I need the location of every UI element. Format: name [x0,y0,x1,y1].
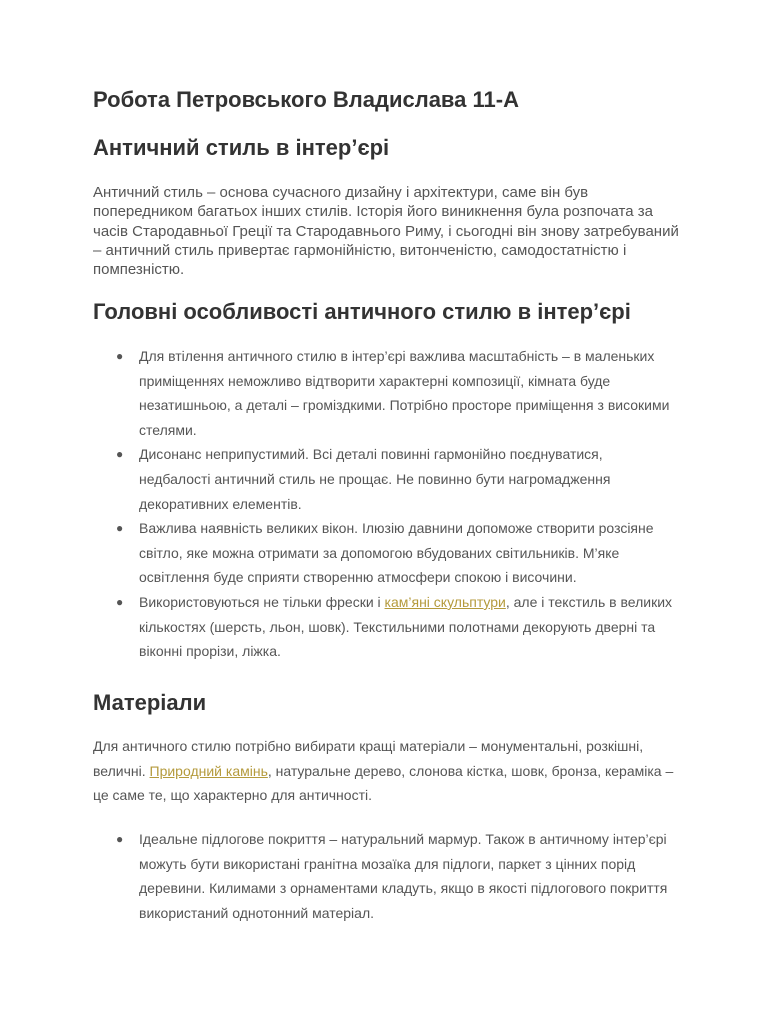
materials-list [116,827,676,925]
list-item [116,590,676,664]
list-item [116,516,676,590]
bullet-icon: ● [116,349,124,363]
bullet-icon: ● [116,832,124,846]
list-item-text: Для втілення античного стилю в інтер’єрі важлива масштабність – в маленьких приміщеннях неможливо відтворити характерні композиції, кімната буде незатишньою, а деталі – громіздкими. Потрібно просторе приміщення з високими стелями. [139,348,670,438]
stone-sculptures-link[interactable]: кам’яні скульптури [384,593,506,610]
list-item-text-before-link: Використовуються не тільки фрески і [139,593,385,610]
section-heading-main-features: Головні особливості античного стилю в інтер’єрі [93,299,631,324]
intro-paragraph: Античний стиль – основа сучасного дизайну і архітектури, саме він був попередником багатьох інших стилів. Історія його виникнення була розпочата за часів Стародавньої Греції та Стародавнього Риму, і сьогодні він знову затребуваний – античний стиль привертає гармонійністю, витонченістю, самодостатністю і помпезністю. [93,184,679,279]
features-list [116,344,676,664]
bullet-icon: ● [116,521,124,536]
materials-text-before-link: Для античного стилю потрібно вибирати кращі матеріали – монументальні, розкішні, величні. [93,738,644,779]
list-item-text: Ідеальне підлогове покриття – натуральний мармур. Також в античному інтер’єрі можуть бути використані гранітна мозаїка для підлоги, паркет з цінних порід деревини. Килимами з орнаментами кладуть, якщо в якості підлогового покриття використаний однотонний матеріал. [139,831,668,921]
natural-stone-link[interactable]: Природний камінь [149,762,268,779]
section-heading-antique-style: Античний стиль в інтер’єрі [93,135,390,160]
materials-paragraph [93,734,678,808]
list-item [116,344,676,442]
bullet-icon: ● [116,594,124,609]
section-heading-materials: Матеріали [93,690,207,715]
bullet-icon: ● [116,447,124,462]
list-item [116,442,676,516]
materials-text-after-link: , натуральне дерево, слонова кістка, шовк, бронза, кераміка – це саме те, що характерно для античності. [93,762,674,804]
document-title: Робота Петровського Владислава 11-А [93,87,519,112]
list-item-text-after-link: , але і текстиль в великих кількостях (шерсть, льон, шовк). Текстильними полотнами декорують дверні та віконні прорізи, ліжка. [139,593,673,660]
list-item [116,827,676,925]
list-item-text: Дисонанс неприпустимий. Всі деталі повинні гармонійно поєднуватися, недбалості античний стиль не прощає. Не повинно бути нагромадження декоративних елементів. [139,446,611,512]
list-item-text: Важлива наявність великих вікон. Ілюзію давнини допоможе створити розсіяне світло, яке можна отримати за допомогою вбудованих світильників. М’яке освітлення буде сприяти створенню атмосфери спокою і височини. [139,520,654,586]
